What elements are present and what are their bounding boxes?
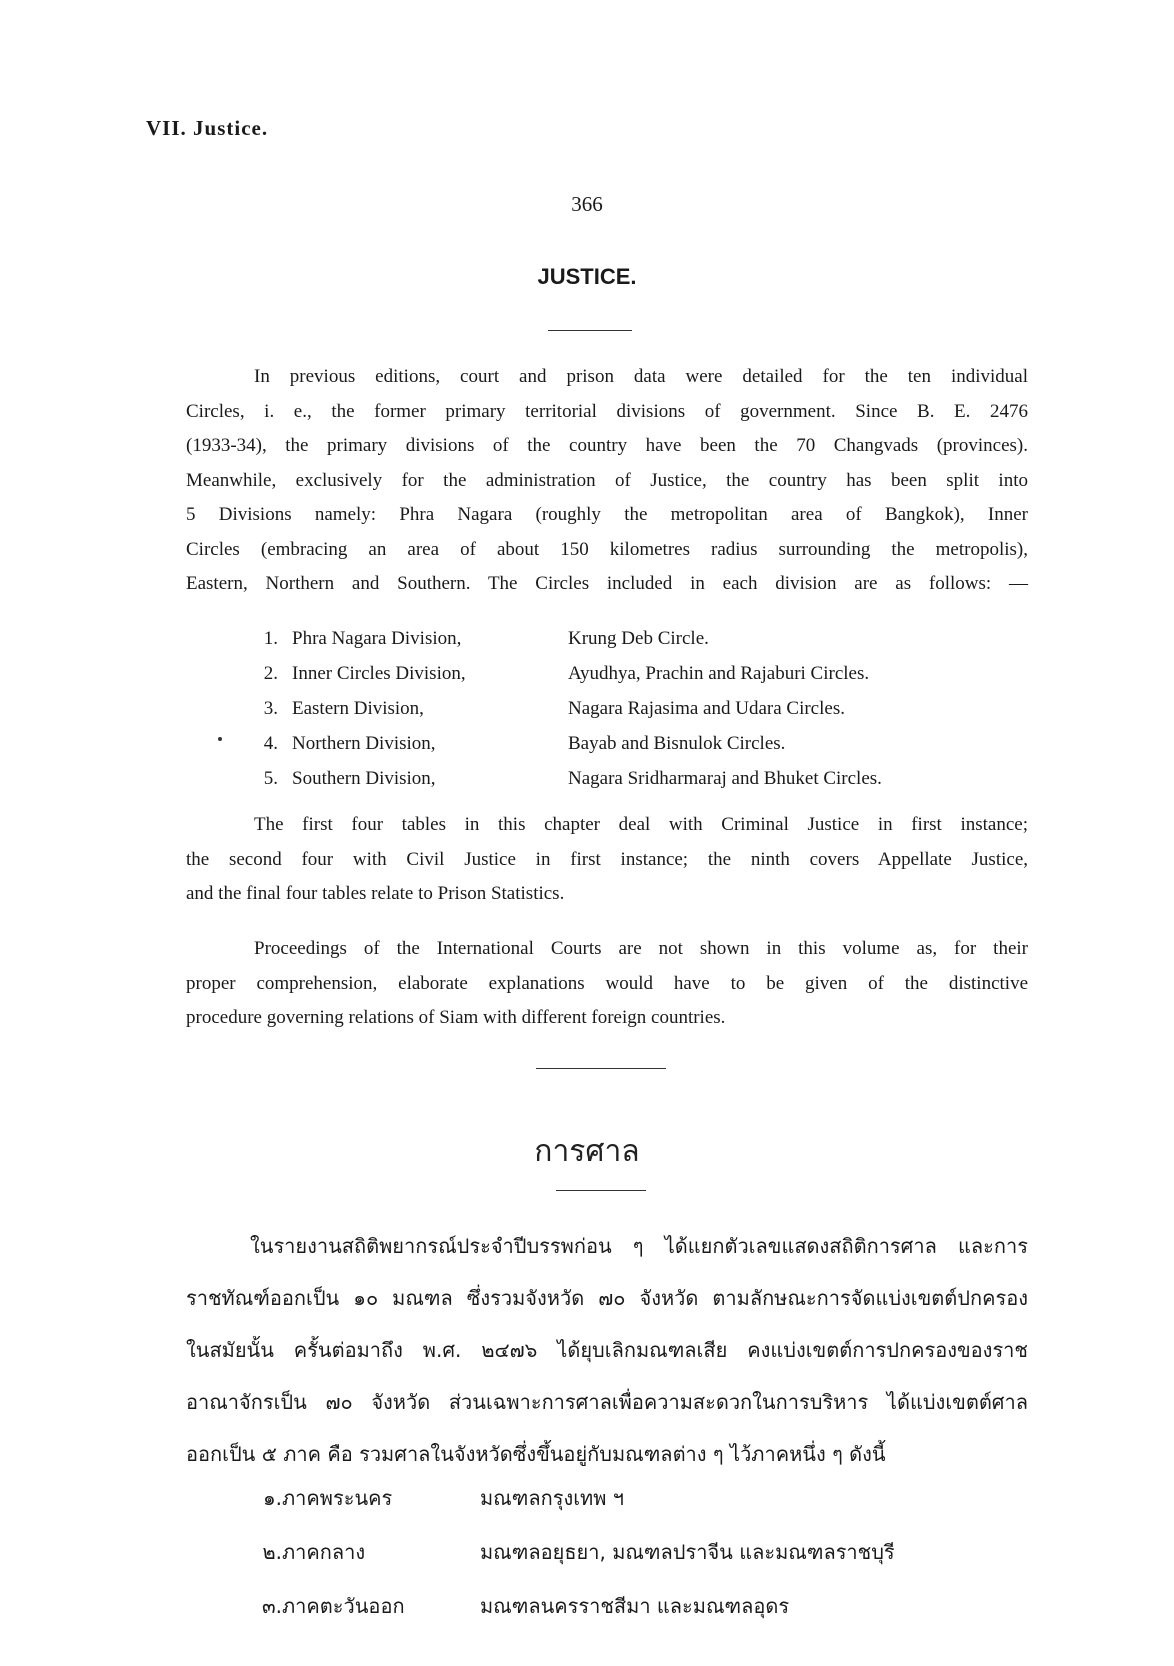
division-name: Inner Circles Division,: [292, 663, 466, 684]
intro-paragraph-th: [186, 1220, 1028, 1480]
text-line: Circles, i. e., the former primary territorial divisions of government. Since B. E. 2476: [186, 400, 1028, 422]
division-name: ภาคพระนคร: [282, 1486, 393, 1510]
text-line: In previous editions, court and prison data were detailed for the ten individual: [254, 366, 1028, 387]
division-name: Northern Division,: [292, 733, 436, 754]
division-name: ภาคตะวันออก: [282, 1594, 405, 1618]
text-line: Proceedings of the International Courts are not shown in this volume as, for their: [254, 938, 1028, 959]
text-line: The first four tables in this chapter deal with Criminal Justice in first instance;: [254, 814, 1028, 835]
division-circles: Bayab and Bisnulok Circles.: [568, 733, 786, 754]
text-line: (1933-34), the primary divisions of the country have been the 70 Changvads (provinces).: [186, 435, 1028, 456]
text-line: Eastern, Northern and Southern. The Circles included in each division are as follows: —: [186, 573, 1028, 594]
text-line: proper comprehension, elaborate explanations would have to be given of the distinctive: [186, 972, 1028, 994]
division-circles: Nagara Rajasima and Udara Circles.: [568, 698, 845, 719]
division-name: Phra Nagara Division,: [292, 628, 462, 649]
division-circles: มณฑลนครราชสีมา และมณฑลอุดร: [480, 1594, 790, 1618]
text-line: 5 Divisions namely: Phra Nagara (roughly the metropolitan area of Bangkok), Inner: [186, 504, 1028, 525]
section-heading: VII. Justice.: [146, 116, 269, 140]
division-number: 2.: [263, 663, 278, 684]
text-line: Circles (embracing an area of about 150 kilometres radius surrounding the metropolis),: [186, 538, 1028, 560]
title-rule-thai: [556, 1190, 646, 1191]
page-title: JUSTICE.: [537, 264, 637, 289]
division-name: Eastern Division,: [292, 698, 424, 719]
division-number: 1.: [263, 628, 278, 649]
division-number: ๑.: [262, 1486, 282, 1510]
division-number: 5.: [263, 768, 278, 789]
division-circles: มณฑลกรุงเทพ ฯ: [480, 1486, 625, 1510]
courts-paragraph-en: [186, 932, 1028, 1036]
tables-paragraph-en: [186, 808, 1028, 912]
text-line: ราชทัณฑ์ออกเป็น ๑๐ มณฑล ซึ่งรวมจังหวัด ๗๐ จังหวัด ตามลักษณะการจัดแบ่งเขตต์ปกครอง: [186, 1286, 1028, 1310]
division-circles: Nagara Sridharmaraj and Bhuket Circles.: [568, 768, 882, 789]
page-title-thai: การศาล: [534, 1134, 640, 1169]
text-line: the second four with Civil Justice in first instance; the ninth covers Appellate Justice,: [186, 848, 1028, 870]
section-divider: [536, 1068, 666, 1069]
division-number: ๒.: [262, 1540, 282, 1564]
division-number: 3.: [263, 698, 278, 719]
text-line: ในรายงานสถิติพยากรณ์ประจำปีบรรพก่อน ๆ ได้แยกตัวเลขแสดงสถิติการศาล และการ: [250, 1234, 1028, 1258]
text-line: อาณาจักรเป็น ๗๐ จังหวัด ส่วนเฉพาะการศาลเพื่อความสะดวกในการบริหาร ได้แบ่งเขตต์ศาล: [186, 1390, 1028, 1414]
text-line: and the final four tables relate to Prison Statistics.: [186, 883, 565, 904]
division-number: ๓.: [261, 1594, 282, 1618]
division-name: Southern Division,: [292, 768, 436, 789]
division-circles: Krung Deb Circle.: [568, 628, 709, 649]
division-name: ภาคกลาง: [282, 1540, 366, 1564]
page-number: 366: [571, 192, 603, 216]
text-line: procedure governing relations of Siam with different foreign countries.: [186, 1007, 726, 1028]
division-number: 4.: [263, 733, 278, 754]
division-circles: มณฑลอยุธยา, มณฑลปราจีน และมณฑลราชบุรี: [480, 1540, 895, 1564]
text-line: Meanwhile, exclusively for the administration of Justice, the country has been split into: [186, 469, 1028, 491]
text-line: ในสมัยนั้น ครั้นต่อมาถึง พ.ศ. ๒๔๗๖ ได้ยุบเลิกมณฑลเสีย คงแบ่งเขตต์การปกครองของราช: [186, 1338, 1028, 1362]
intro-paragraph-en: [186, 360, 1028, 602]
division-circles: Ayudhya, Prachin and Rajaburi Circles.: [568, 663, 870, 684]
stray-dot-mark: [218, 737, 222, 741]
text-line: ออกเป็น ๕ ภาค คือ รวมศาลในจังหวัดซึ่งขึ้นอยู่กับมณฑลต่าง ๆ ไว้ภาคหนึ่ง ๆ ดังนี้: [186, 1442, 886, 1466]
title-rule: [548, 330, 632, 331]
